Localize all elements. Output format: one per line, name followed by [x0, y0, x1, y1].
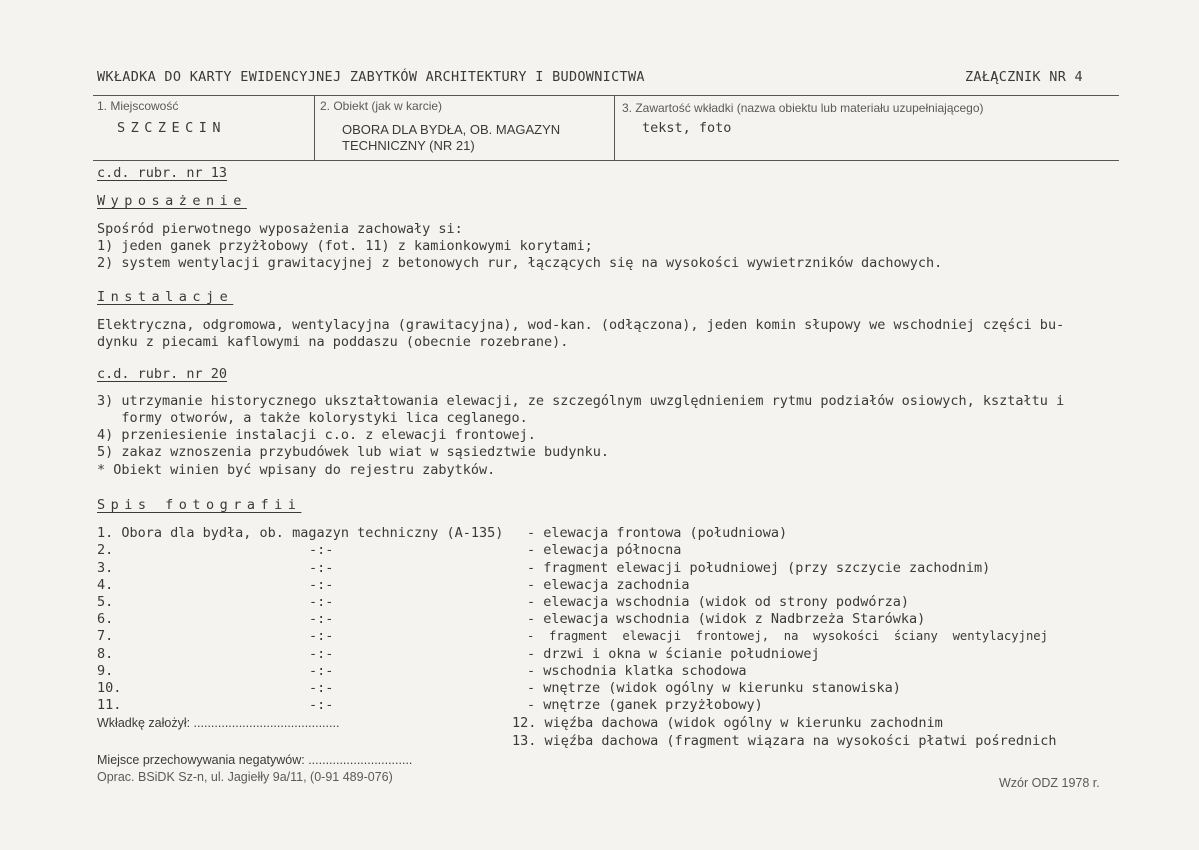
conservation-line: 4) przeniesienie instalacji c.o. z elewacji frontowej.: [97, 427, 536, 443]
wyposazenie-line: 2) system wentylacji grawitacyjnej z betonowych rur, łączących się na wysokości wywietrzników dachowych.: [97, 255, 943, 271]
photo-item-12: 12. więźba dachowa (widok ogólny w kierunku zachodnim: [512, 715, 943, 731]
field-divider-1: [314, 95, 315, 160]
photo-item-number: 9.: [97, 663, 114, 679]
field-3-value: tekst, foto: [642, 120, 732, 136]
instalacje-line: dynku z piecami kaflowymi na poddaszu (obecnie rozebrane).: [97, 334, 569, 350]
photo-item-ditto: -:-: [309, 697, 334, 713]
instalacje-line: Elektryczna, odgromowa, wentylacyjna (grawitacyjna), wod-kan. (odłączona), jeden komin słupowy we wschodniej części bu-: [97, 317, 1065, 333]
photo-item-13: 13. więźba dachowa (fragment wiązara na wysokości płatwi pośrednich: [512, 733, 1057, 749]
photo-item-description: - wnętrze (widok ogólny w kierunku stanowiska): [527, 680, 901, 696]
photo-item-number: 7.: [97, 628, 114, 644]
field-3-label: 3. Zawartość wkładki (nazwa obiektu lub materiału uzupełniającego): [622, 101, 984, 115]
photo-item-ditto: -:-: [309, 663, 334, 679]
form-version: Wzór ODZ 1978 r.: [999, 776, 1100, 790]
document-title: WKŁADKA DO KARTY EWIDENCYJNEJ ZABYTKÓW ARCHITEKTURY I BUDOWNICTWA: [97, 69, 645, 85]
field-2-value-line2: TECHNICZNY (NR 21): [342, 138, 475, 153]
section-heading-photo-list: Spis fotografii: [97, 497, 302, 513]
photo-item-description: - wnętrze (ganek przyżłobowy): [527, 697, 763, 713]
photo-item-ditto: -:-: [309, 594, 334, 610]
photo-item-ditto: -:-: [309, 680, 334, 696]
field-1-label: 1. Miejscowość: [97, 99, 179, 113]
photo-item-description: - elewacja wschodnia (widok z Nadbrzeża Starówka): [527, 611, 926, 627]
photo-item-number: 11.: [97, 697, 122, 713]
inserted-by-field: Wkładkę założył: ..........................................: [97, 716, 340, 730]
conservation-line: formy otworów, a także kolorystyki lica ceglanego.: [97, 410, 528, 426]
photo-item-ditto: -:-: [309, 646, 334, 662]
photo-item-description: - fragment elewacji południowej (przy szczycie zachodnim): [527, 560, 991, 576]
photo-item-ditto: -:-: [309, 628, 334, 644]
photo-item-number: 5.: [97, 594, 114, 610]
photo-item-number: 6.: [97, 611, 114, 627]
photo-item-number: 8.: [97, 646, 114, 662]
photo-item-number: 3.: [97, 560, 114, 576]
negatives-location-field: Miejsce przechowywania negatywów: ..............................: [97, 753, 413, 767]
photo-item-ditto: -:-: [309, 560, 334, 576]
photo-item-description: - wschodnia klatka schodowa: [527, 663, 747, 679]
photo-item-ditto: -:-: [309, 611, 334, 627]
section-heading-instalacje: Instalacje: [97, 289, 234, 305]
photo-item-description: - elewacja wschodnia (widok od strony podwórza): [527, 594, 910, 610]
conservation-line: 3) utrzymanie historycznego ukształtowania elewacji, ze szczególnym uwzględnieniem rytmu podziałów osiowych, kształtu i: [97, 393, 1065, 409]
wyposazenie-line: Spośród pierwotnego wyposażenia zachowały si:: [97, 221, 463, 237]
conservation-line: 5) zakaz wznoszenia przybudówek lub wiat w sąsiedztwie budynku.: [97, 444, 610, 460]
conservation-note: * Obiekt winien być wpisany do rejestru zabytków.: [97, 462, 496, 478]
section-heading-wyposazenie: Wyposażenie: [97, 193, 247, 209]
photo-item-ditto: -:-: [309, 542, 334, 558]
annex-number: ZAŁĄCZNIK NR 4: [965, 69, 1083, 85]
wyposazenie-line: 1) jeden ganek przyżłobowy (fot. 11) z kamionkowymi korytami;: [97, 238, 593, 254]
prepared-by: Oprac. BSiDK Sz-n, ul. Jagiełły 9a/11, (0-91 489-076): [97, 770, 393, 784]
photo-item-description: - elewacja zachodnia: [527, 577, 690, 593]
continuation-rubric-13: c.d. rubr. nr 13: [97, 165, 228, 181]
photo-item-description: - drzwi i okna w ścianie południowej: [527, 646, 820, 662]
photo-item-description: - elewacja frontowa (południowa): [527, 525, 788, 541]
field-divider-2: [614, 95, 615, 160]
photo-item-description: - elewacja północna: [527, 542, 682, 558]
photo-item-ditto: -:-: [309, 577, 334, 593]
photo-item-number: 1. Obora dla bydła, ob. magazyn techniczny (A-135): [97, 525, 504, 541]
photo-item-description: - fragment elewacji frontowej, na wysokości ściany wentylacyjnej: [527, 629, 1048, 643]
field-2-label: 2. Obiekt (jak w karcie): [320, 99, 443, 113]
field-1-value: SZCZECIN: [117, 120, 227, 136]
continuation-rubric-20: c.d. rubr. nr 20: [97, 366, 228, 382]
field-2-value-line1: OBORA DLA BYDŁA, OB. MAGAZYN: [342, 122, 561, 137]
photo-item-number: 4.: [97, 577, 114, 593]
photo-item-number: 10.: [97, 680, 122, 696]
photo-item-number: 2.: [97, 542, 114, 558]
